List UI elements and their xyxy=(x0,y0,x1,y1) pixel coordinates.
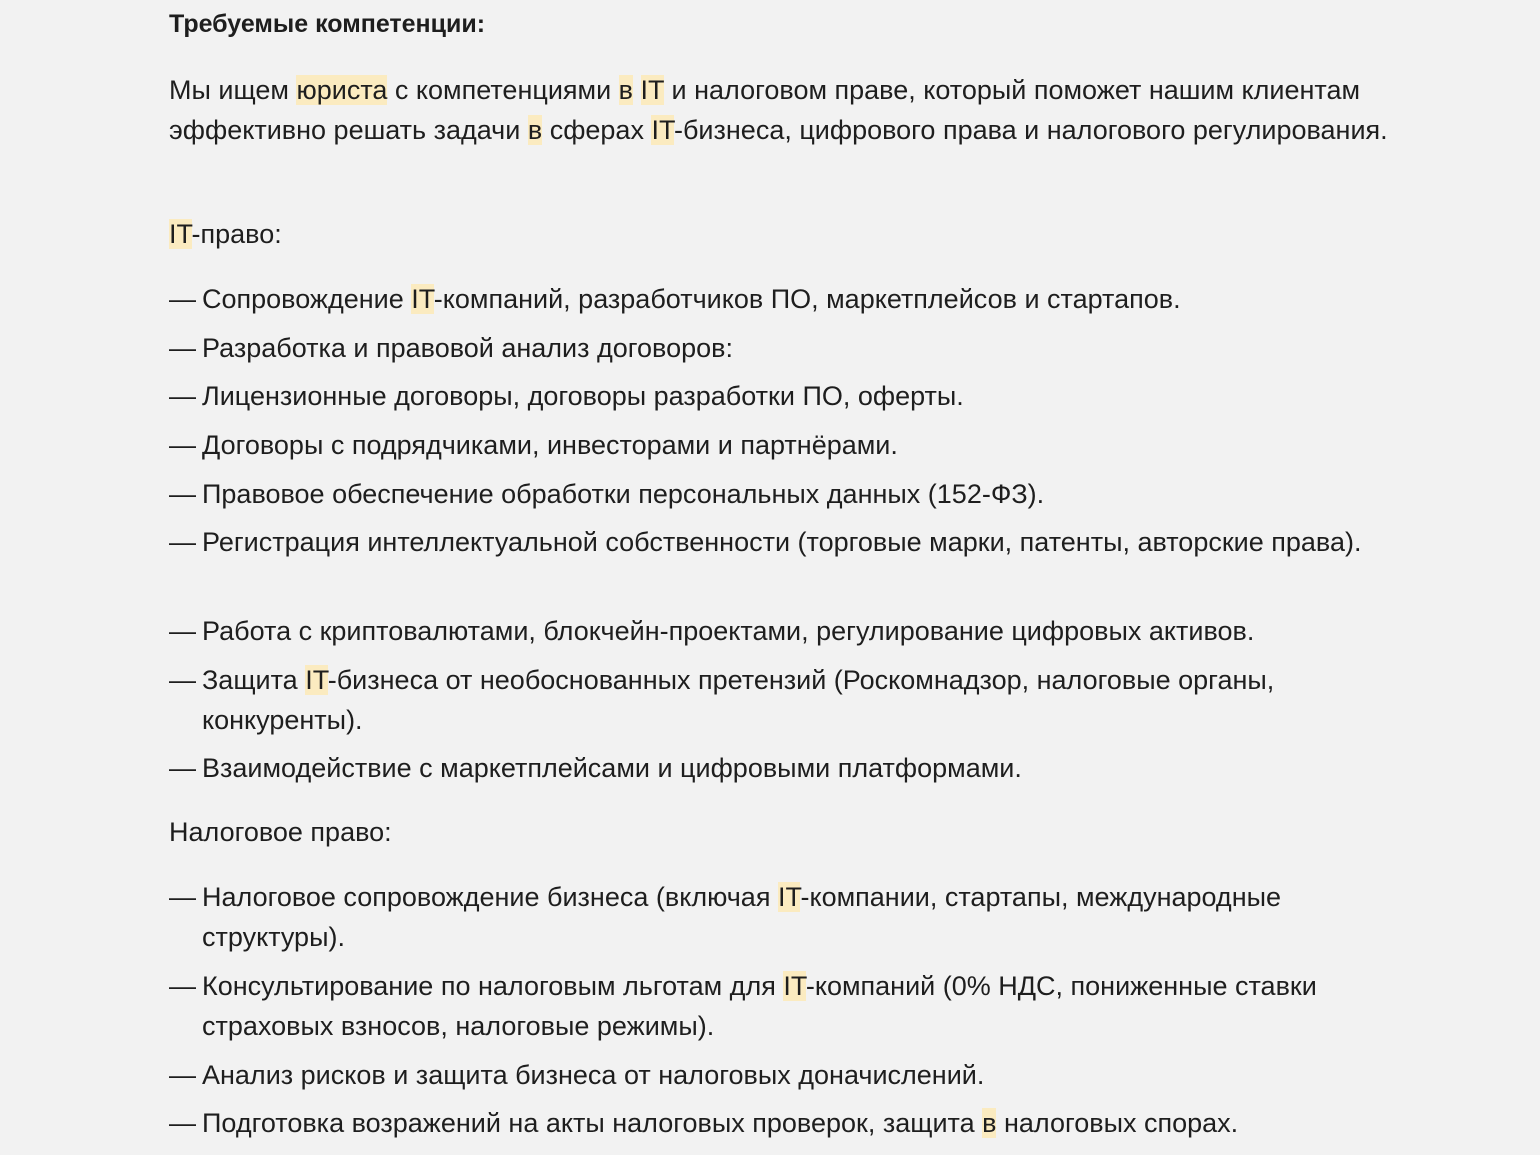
item-text: налоговых спорах. xyxy=(996,1108,1239,1138)
highlighted-term: IT xyxy=(651,115,674,145)
highlighted-term: IT xyxy=(783,971,806,1001)
list-marker: — xyxy=(169,333,196,363)
item-text: Сопровождение xyxy=(202,284,412,314)
list-item xyxy=(169,877,1399,957)
list-item-text: Разработка и правовой анализ договоров: xyxy=(202,333,733,363)
list-item xyxy=(169,966,1399,1046)
list-marker: — xyxy=(169,882,196,912)
intro-text: -бизнеса, цифрового права и налогового регулирования. xyxy=(673,115,1388,145)
list-item-text: Договоры с подрядчиками, инвесторами и партнёрами. xyxy=(202,430,898,460)
list-marker: — xyxy=(169,527,196,557)
subheading-text: -право: xyxy=(191,219,282,249)
list-item-text: Взаимодействие с маркетплейсами и цифровыми платформами. xyxy=(202,753,1022,783)
list-item xyxy=(169,748,1399,788)
list-item-text: Регистрация интеллектуальной собственности (торговые марки, патенты, авторские права). xyxy=(202,527,1362,557)
highlighted-term: IT xyxy=(169,219,192,249)
item-text: Защита xyxy=(202,665,306,695)
list-item-text xyxy=(169,877,1399,957)
list-item-text xyxy=(169,966,1399,1046)
highlighted-term: в xyxy=(527,115,543,145)
list-marker: — xyxy=(169,284,196,314)
intro-text xyxy=(633,75,641,105)
list-item-text: Правовое обеспечение обработки персональных данных (152-ФЗ). xyxy=(202,479,1045,509)
item-text: Консультирование по налоговым льготам для xyxy=(202,971,784,1001)
list-item xyxy=(169,660,1399,740)
list-item xyxy=(169,376,1399,416)
item-text: -компании, стартапы, международные структуры). xyxy=(202,882,1282,952)
list-item-text: Лицензионные договоры, договоры разработки ПО, оферты. xyxy=(202,381,964,411)
list-item xyxy=(169,522,1399,562)
highlighted-term: в xyxy=(618,75,634,105)
highlighted-term: в xyxy=(982,1108,997,1138)
list-item xyxy=(169,328,1399,368)
intro-text: сферах xyxy=(542,115,652,145)
highlighted-term: IT xyxy=(777,882,801,912)
list-item xyxy=(169,1055,1399,1095)
list-marker: — xyxy=(169,381,196,411)
it-law-subheading xyxy=(169,214,282,254)
list-marker: — xyxy=(169,665,196,695)
highlighted-term: юриста xyxy=(296,75,388,105)
list-marker: — xyxy=(169,479,196,509)
section-heading: Требуемые компетенции: xyxy=(169,10,486,38)
highlighted-term: IT xyxy=(411,284,434,314)
item-text: Налоговое сопровождение бизнеса (включая xyxy=(202,882,778,912)
list-item xyxy=(169,611,1399,651)
list-item-text: Анализ рисков и защита бизнеса от налоговых доначислений. xyxy=(202,1060,985,1090)
list-item xyxy=(169,279,1399,319)
intro-text: Мы ищем xyxy=(169,75,297,105)
intro-text: с компетенциями xyxy=(387,75,619,105)
list-item-text: Работа с криптовалютами, блокчейн-проектами, регулирование цифровых активов. xyxy=(202,616,1255,646)
list-marker: — xyxy=(169,971,196,1001)
highlighted-term: IT xyxy=(305,665,328,695)
list-marker: — xyxy=(169,1108,196,1138)
item-text: -компаний, разработчиков ПО, маркетплейсов и стартапов. xyxy=(433,284,1181,314)
list-marker: — xyxy=(169,753,196,783)
intro-paragraph xyxy=(169,70,1399,150)
list-item xyxy=(169,1103,1399,1143)
list-item-text xyxy=(169,279,1399,319)
highlighted-term: IT xyxy=(640,75,665,105)
tax-law-subheading: Налоговое право: xyxy=(169,817,392,847)
list-item-text xyxy=(169,660,1399,740)
list-marker: — xyxy=(169,430,196,460)
intro-text: и налоговом праве, который поможет нашим клиентам эффективно решать задачи xyxy=(169,75,1361,145)
list-marker: — xyxy=(169,616,196,646)
item-text: -компаний (0% НДС, пониженные ставки страховых взносов, налоговые режимы). xyxy=(202,971,1317,1041)
list-marker: — xyxy=(169,1060,196,1090)
list-item xyxy=(169,425,1399,465)
list-item xyxy=(169,474,1399,514)
item-text: Подготовка возражений на акты налоговых проверок, защита xyxy=(202,1108,983,1138)
item-text: -бизнеса от необоснованных претензий (Роскомнадзор, налоговые органы, конкуренты). xyxy=(202,665,1275,735)
list-item-text xyxy=(169,1103,1399,1143)
